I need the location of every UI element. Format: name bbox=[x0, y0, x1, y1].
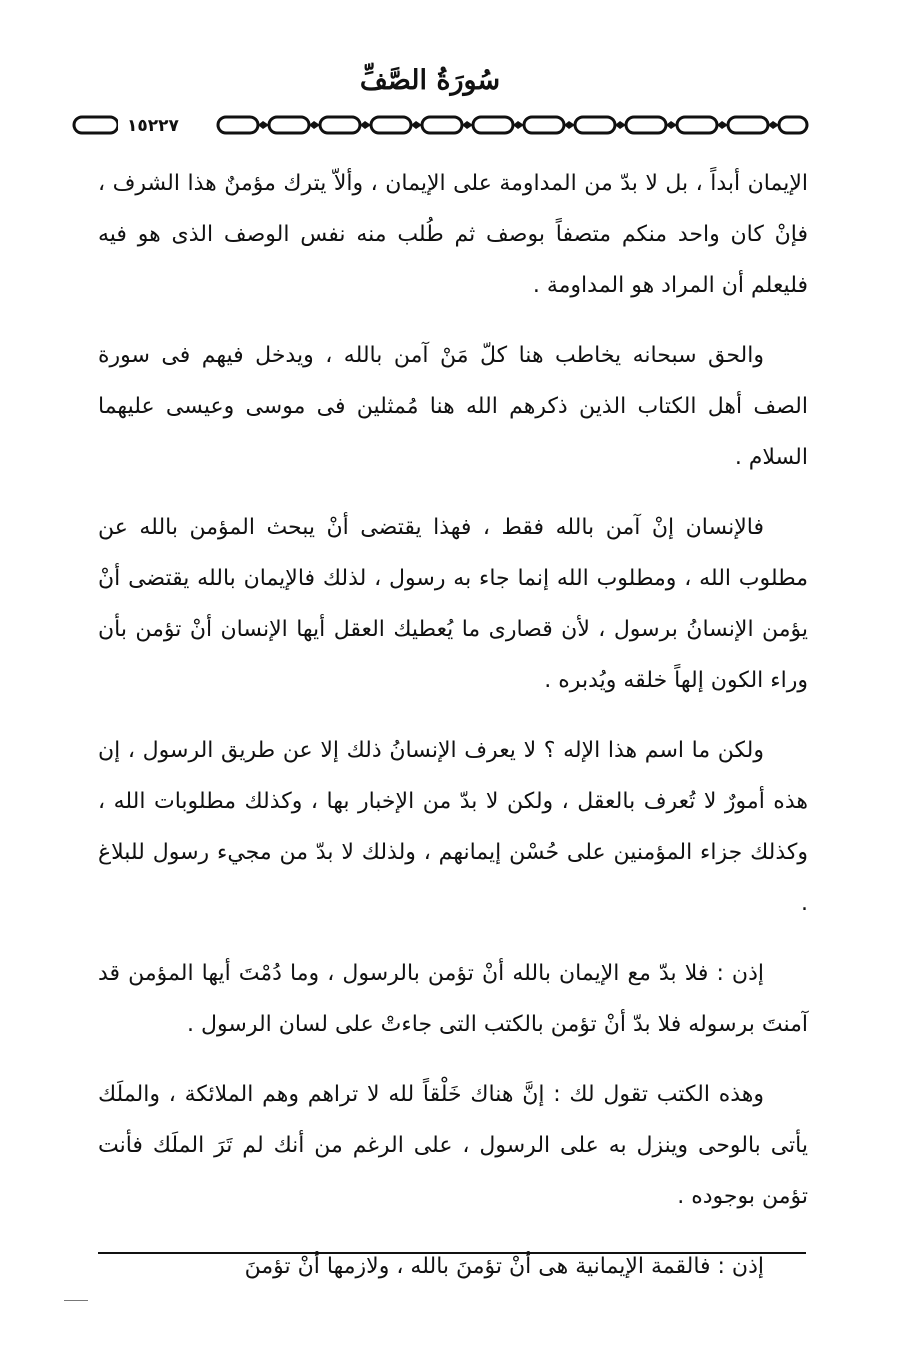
footer-divider bbox=[98, 1252, 806, 1254]
paragraph: والحق سبحانه يخاطب هنا كلّ مَنْ آمن بالله ، ويدخل فيهم فى سورة الصف أهل الكتاب الذين ذكرهم الله هنا مُمثلين فى موسى وعيسى عليهما السلام . bbox=[98, 343, 808, 470]
page-number: ١٥٢٢٧ bbox=[118, 116, 188, 136]
paragraph: إذن : فالقمة الإيمانية هى أنْ تؤمنَ بالله ، ولازمها أنْ تؤمنَ bbox=[244, 1254, 764, 1279]
paragraph: وهذه الكتب تقول لك : إنَّ هناك خَلْقاً لله لا تراهم وهم الملائكة ، والملَك يأتى بالوحى وينزل به على الرسول ، على الرغم من أنك لم تَرَ الملَك فأنت تؤمن بوجوده . bbox=[98, 1082, 808, 1209]
paragraph: الإيمان أبداً ، بل لا بدّ من المداومة على الإيمان ، وألاّ يترك مؤمنٌ هذا الشرف ، فإنْ كان واحد منكم متصفاً بوصف ثم طُلب منه نفس الوصف الذى هو فيه فليعلم أن المراد هو المداومة . bbox=[98, 171, 808, 298]
page-header bbox=[0, 58, 909, 110]
paragraph: ولكن ما اسم هذا الإله ؟ لا يعرف الإنسانُ ذلك إلا عن طريق الرسول ، إن هذه أمورٌ لا تُعرف بالعقل ، ولكن لا بدّ من الإخبار بها ، وكذلك مطلوبات الله ، وكذلك جزاء المؤمنين على حُسْن إيمانهم ، ولذلك لا بدّ من مجيء رسول للبلاغ . bbox=[98, 738, 808, 916]
margin-mark bbox=[64, 1300, 88, 1301]
paragraph: فالإنسان إنْ آمن بالله فقط ، فهذا يقتضى أنْ يبحث المؤمن بالله عن مطلوب الله ، ومطلوب الله إنما جاء به رسول ، لذلك فالإيمان بالله يقتضى أنْ يؤمن الإنسانُ برسول ، لأن قصارى ما يُعطيك العقل أيها الإنسان أنْ تؤمن بأن وراء الكون إلهاً خلقه ويُدبره . bbox=[98, 515, 808, 693]
surah-title: سُورَةُ الصَّفِّ bbox=[359, 65, 501, 96]
paragraph: إذن : فلا بدّ مع الإيمان بالله أنْ تؤمن بالرسول ، وما دُمْتَ أيها المؤمن قد آمنتَ برسوله فلا بدّ أنْ تؤمن بالكتب التى جاءتْ على لسان الرسول . bbox=[98, 961, 808, 1037]
body-text bbox=[98, 158, 808, 1311]
